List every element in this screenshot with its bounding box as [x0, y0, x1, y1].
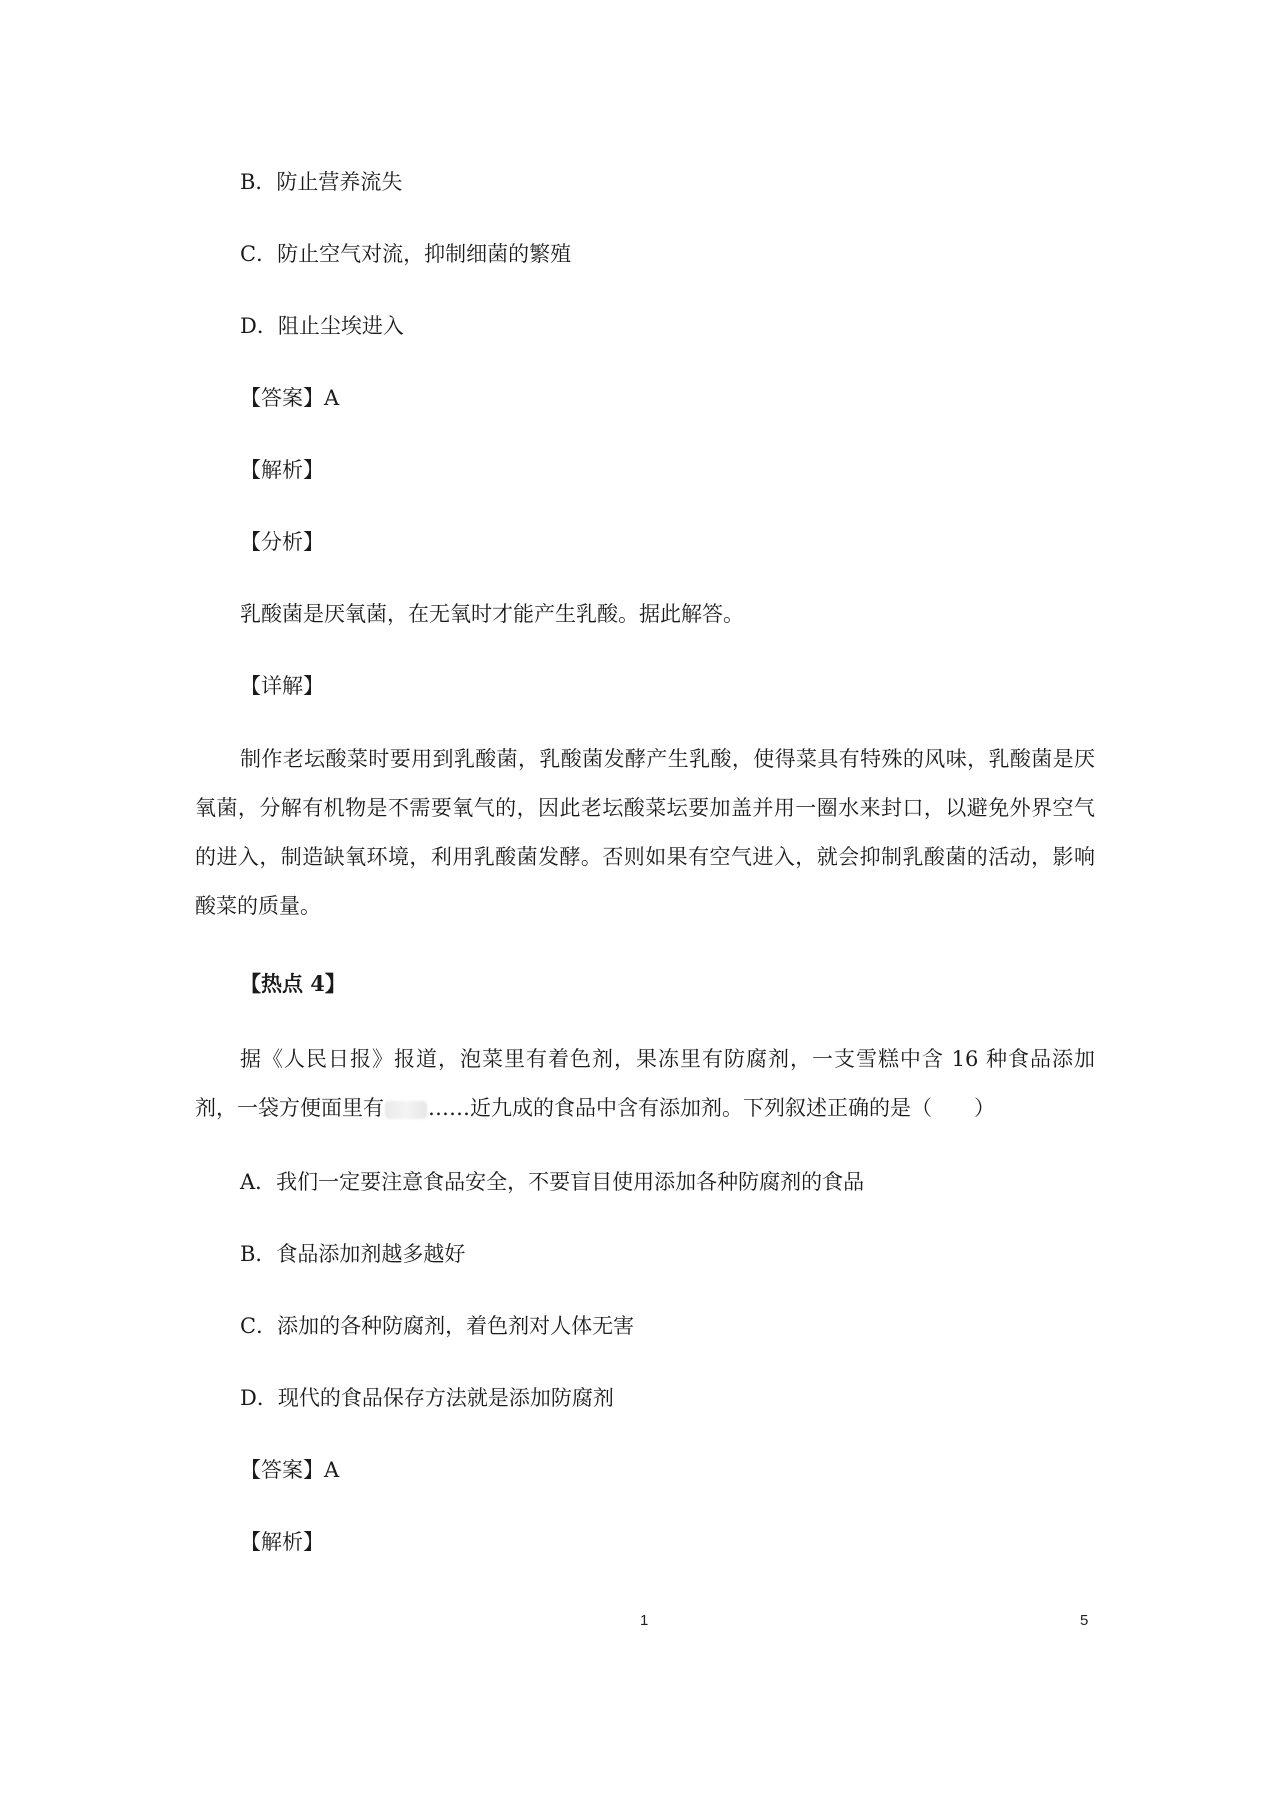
- q4-stem-part2: ……近九成的食品中含有添加剂。下列叙述正确的是（ ）: [428, 1096, 995, 1120]
- q3-jiexi-label: 【解析】: [240, 458, 324, 482]
- q4-heading: 【热点 4】: [240, 971, 346, 996]
- q3-answer: 【答案】A: [240, 386, 340, 410]
- page-number-right: 5: [1080, 1612, 1089, 1629]
- q4-jiexi-label: 【解析】: [240, 1530, 324, 1554]
- q4-option-a: A．我们一定要注意食品安全，不要盲目使用添加各种防腐剂的食品: [240, 1170, 865, 1194]
- q3-fenxi-text: 乳酸菌是厌氧菌，在无氧时才能产生乳酸。据此解答。: [240, 602, 744, 626]
- q4-option-b: B．食品添加剂越多越好: [240, 1242, 466, 1266]
- q4-option-c: C．添加的各种防腐剂，着色剂对人体无害: [240, 1314, 635, 1338]
- q3-option-d: D．阻止尘埃进入: [240, 314, 404, 338]
- q3-xiangjie-label: 【详解】: [240, 674, 324, 698]
- q4-answer: 【答案】A: [240, 1458, 340, 1482]
- redacted-mark: [385, 1101, 427, 1119]
- q4-option-d: D．现代的食品保存方法就是添加防腐剂: [240, 1386, 614, 1410]
- q3-xiangjie-text: 制作老坛酸菜时要用到乳酸菌，乳酸菌发酵产生乳酸，使得菜具有特殊的风味，乳酸菌是厌氧菌，分解有机物是不需要氧气的，因此老坛酸菜坛要加盖并用一圈水来封口，以避免外界空气的进入，制造缺氧环境，利用乳酸菌发酵。否则如果有空气进入，就会抑制乳酸菌的活动，影响酸菜的质量。: [195, 747, 1095, 918]
- page-number-left: 1: [640, 1612, 649, 1629]
- q4-stem-part1: 据《人民日报》报道，泡菜里有着色剂，果冻里有防腐剂，一支雪糕中含 16 种食品添加剂，一袋方便面里有: [195, 1047, 1095, 1120]
- q4-stem: [195, 1035, 1095, 1133]
- q3-option-b: B．防止营养流失: [240, 170, 403, 194]
- q3-option-c: C．防止空气对流，抑制细菌的繁殖: [240, 242, 572, 266]
- q3-fenxi-label: 【分析】: [240, 530, 324, 554]
